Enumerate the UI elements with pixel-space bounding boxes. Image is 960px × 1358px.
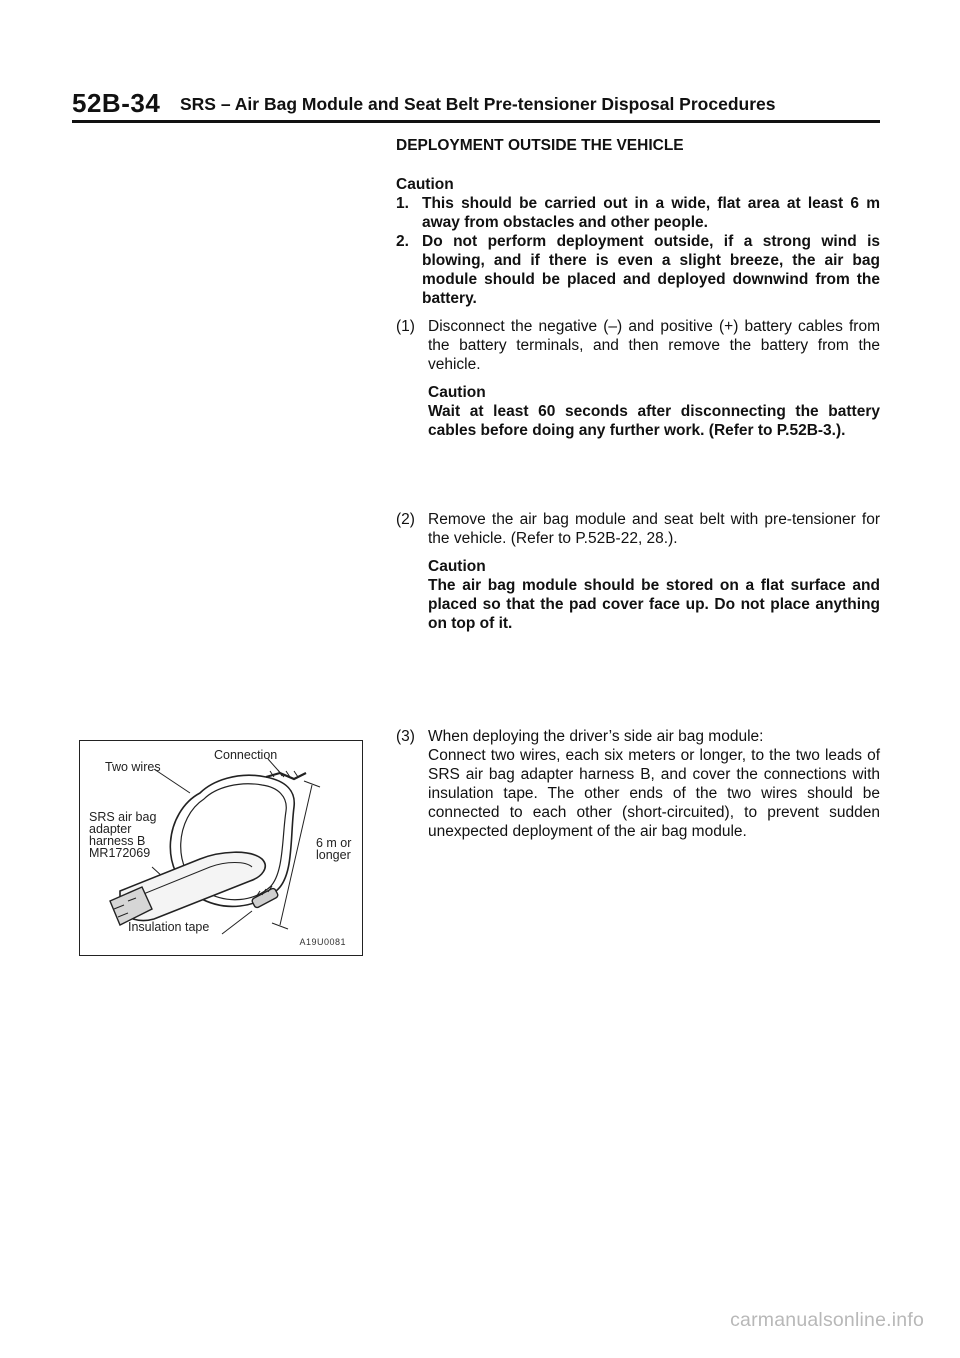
step-number: (3) [396,728,415,745]
caution-item-text: Do not perform deployment outside, if a strong wind is blowing, and if there is even a slight breeze, the air bag module should be placed and deployed downwind from the battery. [422,233,880,307]
main-caution [396,175,880,308]
step-1 [396,317,880,440]
section-title: DEPLOYMENT OUTSIDE THE VEHICLE [396,137,684,154]
step-number: (2) [396,511,415,528]
label-connection: Connection [214,748,278,762]
caution-item-text: This should be carried out in a wide, flat area at least 6 m away from obstacles and other people. [422,195,880,231]
label-srs-adapter: SRS air bag adapter harness B MR172069 [89,810,157,860]
step-3 [396,727,880,841]
caution-text: The air bag module should be stored on a flat surface and placed so that the pad cover face up. Do not place anything on top of it. [428,577,880,632]
step-lead: When deploying the driver’s side air bag module: [428,728,764,745]
page-title: SRS – Air Bag Module and Seat Belt Pre-tensioner Disposal Procedures [180,94,776,114]
step-2 [396,510,880,633]
caution-item [396,232,880,308]
caution-label: Caution [428,384,486,401]
figure-code: A19U0081 [299,937,346,947]
caution-item-number: 2. [396,233,409,250]
caution-item-number: 1. [396,195,409,212]
step-text: Disconnect the negative (–) and positive (+) battery cables from the battery terminals, and then remove the battery from the vehicle. [428,318,880,373]
caution-item [396,194,880,232]
wiring-figure [79,740,363,956]
step-number: (1) [396,318,415,335]
label-two-wires: Two wires [105,760,161,774]
header-rule [72,120,880,123]
step-text: Connect two wires, each six meters or longer, to the two leads of SRS air bag adapter harness B, and cover the connections with insulation tape. The other ends of the two wires should be connected to each other (short-circuited), to prevent sudden unexpected deployment of the air bag module. [428,747,880,840]
content-column [396,136,880,841]
caution-text: Wait at least 60 seconds after disconnecting the battery cables before doing any further work. (Refer to P.52B-3.). [428,403,880,439]
watermark: carmanualsonline.info [730,1309,924,1331]
caution-label: Caution [396,176,454,193]
step-text: Remove the air bag module and seat belt with pre-tensioner for the vehicle. (Refer to P.52B-22, 28.). [428,511,880,547]
label-length: 6 m or longer [316,836,352,862]
page-number: 52B-34 [72,88,161,118]
page-header [72,88,880,122]
caution-label: Caution [428,558,486,575]
label-insulation-tape: Insulation tape [128,920,210,934]
